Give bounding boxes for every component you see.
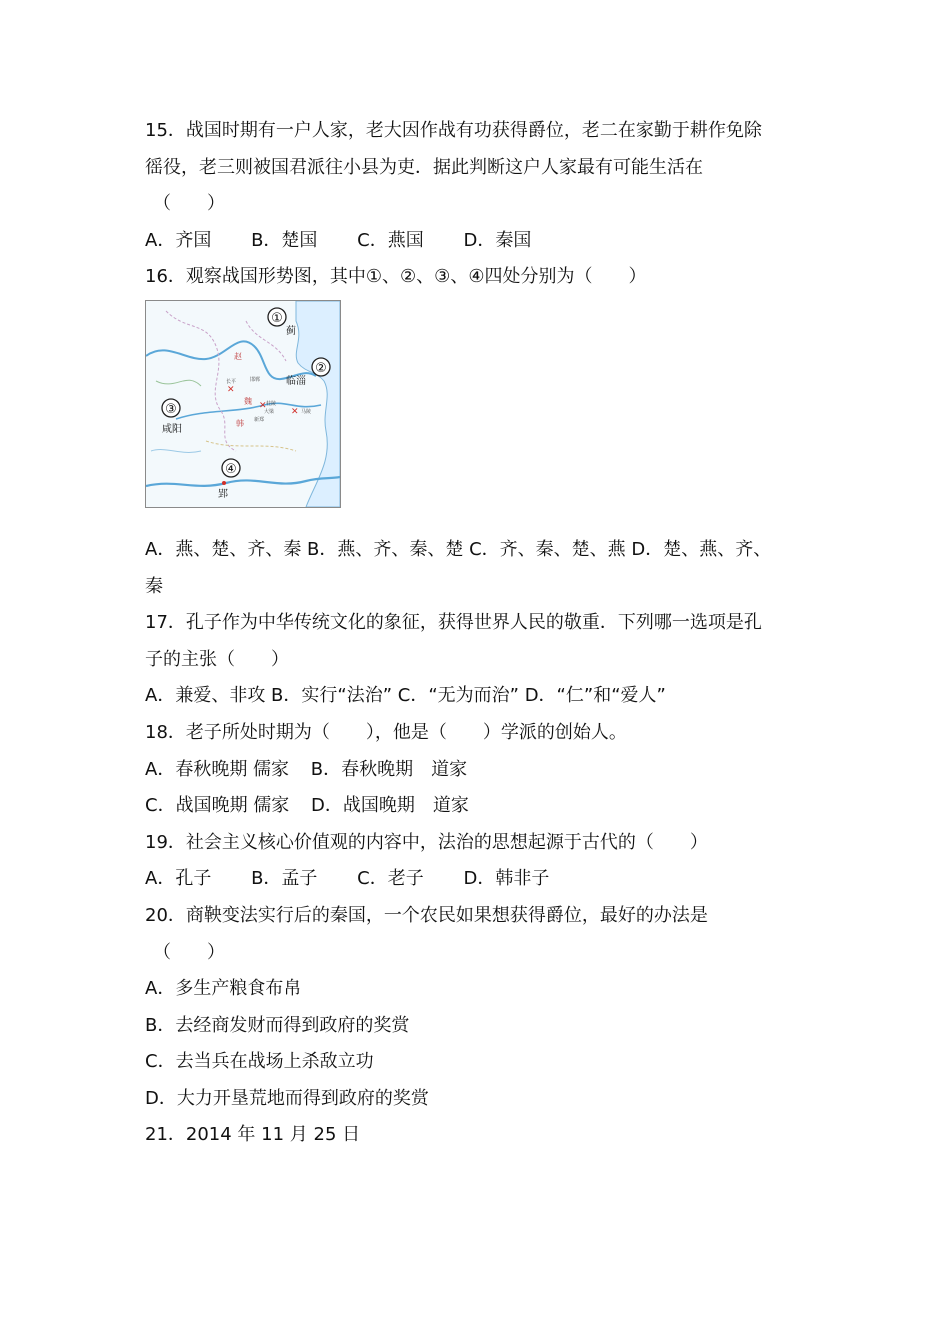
question-16-options-line-1: A．燕、楚、齐、秦 B．燕、齐、秦、楚 C．齐、秦、楚、燕 D．楚、燕、齐、 [145, 538, 772, 560]
option-d: D．大力开垦荒地而得到政府的奖赏 [145, 1087, 429, 1109]
option-b: B．去经商发财而得到政府的奖赏 [145, 1014, 410, 1036]
question-15-options [145, 223, 825, 260]
option-c: C．燕国 [357, 229, 424, 251]
label-ji: 蓟 [286, 325, 296, 337]
capital-dot [222, 481, 226, 485]
question-17-options: A．兼爱、非攻 B．实行“法治” C．“无为而治” D．“仁”和“爱人” [145, 685, 666, 707]
question-19-stem: 19．社会主义核心价值观的内容中，法治的思想起源于古代的（ ） [145, 831, 708, 853]
yangtze-river [146, 477, 340, 486]
label-xinzheng: 新郑 [254, 416, 265, 423]
option-b: B．春秋晚期 道家 [310, 758, 468, 780]
option-b: B．楚国 [251, 229, 318, 251]
label-han: 韩 [236, 418, 244, 428]
question-17-stem-line-2: 子的主张（ ） [145, 648, 289, 670]
question-17 [145, 605, 825, 715]
question-18-options-row-1 [145, 752, 825, 789]
svg-text:③: ③ [165, 401, 177, 417]
label-ying: 郢 [218, 488, 228, 500]
map-graphic [146, 301, 340, 507]
question-20-stem-line-1: 20．商鞅变法实行后的秦国，一个农民如果想获得爵位，最好的办法是 [145, 904, 708, 926]
option-b: B．孟子 [251, 868, 318, 890]
sea [296, 301, 340, 507]
label-zhao: 赵 [234, 351, 242, 361]
option-c: C．战国晚期 儒家 [145, 795, 290, 817]
option-a: A．春秋晚期 儒家 [145, 758, 290, 780]
marker-3 [162, 399, 180, 417]
question-21-stem: 21．2014 年 11 月 25 日 [145, 1124, 361, 1146]
battle-mark: ✕ [259, 400, 267, 411]
question-19 [145, 825, 825, 898]
option-d: D．战国晚期 道家 [311, 795, 469, 817]
label-daliang: 大梁 [264, 408, 275, 415]
marker-4 [222, 459, 240, 477]
option-a: A．孔子 [145, 868, 212, 890]
option-a: A．多生产粮食布帛 [145, 978, 302, 1000]
svg-text:①: ① [271, 310, 283, 326]
state-border [246, 321, 286, 361]
svg-text:②: ② [315, 360, 327, 376]
question-list [145, 113, 825, 1154]
label-guiling: 桂陵 [266, 400, 277, 407]
label-wei: 魏 [244, 396, 252, 406]
question-18-stem: 18．老子所处时期为（ ），他是（ ）学派的创始人。 [145, 721, 627, 743]
question-16 [145, 259, 825, 605]
question-16-stem: 16．观察战国形势图，其中①、②、③、④四处分别为（ ） [145, 266, 647, 288]
label-xianyang: 咸阳 [162, 423, 182, 435]
option-c: C．老子 [357, 868, 424, 890]
question-18-options-row-2 [145, 788, 825, 825]
label-maling: 马陵 [301, 408, 312, 415]
question-15-stem-line-2: 徭役，老三则被国君派往小县为吏．据此判断这户人家最有可能生活在 [145, 156, 703, 178]
question-17-stem-line-1: 17．孔子作为中华传统文化的象征，获得世界人民的敬重．下列哪一选项是孔 [145, 612, 762, 634]
option-d: D．秦国 [463, 229, 532, 251]
marker-1 [268, 308, 286, 326]
warring-states-map [145, 300, 341, 508]
question-20-blank: （ ） [153, 941, 225, 963]
question-18 [145, 715, 825, 825]
question-15-stem-line-1: 15．战国时期有一户人家，老大因作战有功获得爵位，老二在家勤于耕作免除 [145, 120, 762, 141]
question-21 [145, 1117, 825, 1154]
question-20 [145, 898, 825, 1118]
question-16-options-line-2: 秦 [145, 575, 163, 597]
svg-text:④: ④ [225, 461, 237, 477]
battle-mark: ✕ [227, 384, 235, 395]
battle-mark: ✕ [291, 406, 299, 417]
option-d: D．韩非子 [463, 868, 550, 890]
marker-2 [312, 358, 330, 376]
question-15-blank: （ ） [153, 193, 225, 215]
option-a: A．齐国 [145, 229, 212, 251]
state-border [206, 441, 296, 451]
label-handan: 邯郸 [250, 376, 261, 383]
option-c: C．去当兵在战场上杀敌立功 [145, 1051, 374, 1073]
label-linzi: 临淄 [286, 375, 306, 387]
yellow-river [146, 341, 316, 379]
label-changping: 长平 [226, 378, 237, 385]
question-15 [145, 113, 825, 259]
question-19-options [145, 861, 825, 898]
